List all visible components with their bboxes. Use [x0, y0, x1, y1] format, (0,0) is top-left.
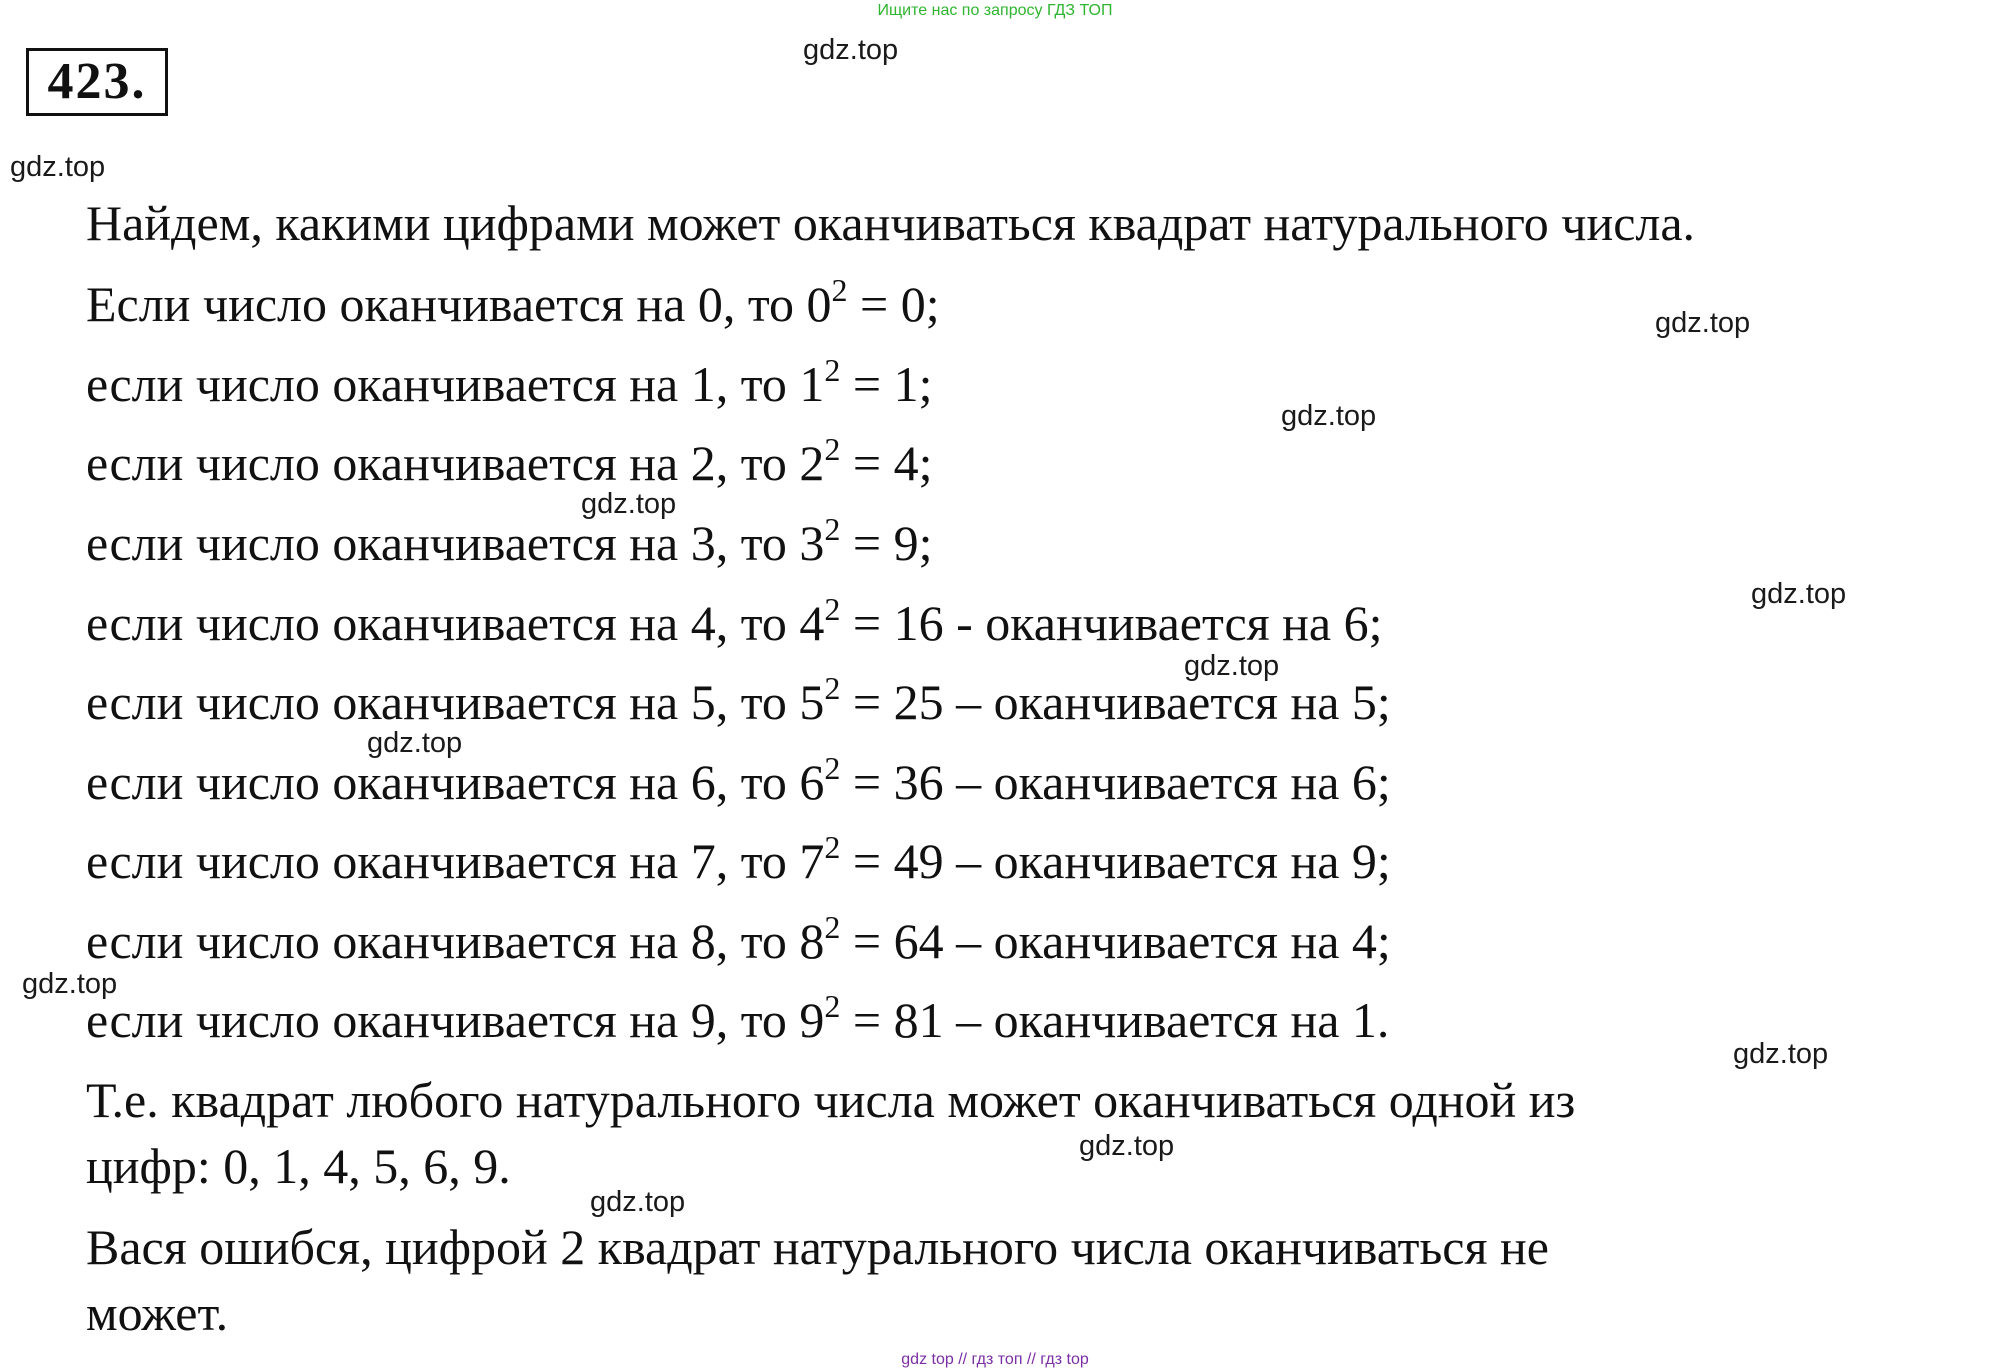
answer-text: Вася ошибся, цифрой 2 квадрат натурального числа оканчиваться не — [86, 1219, 1549, 1275]
watermark: gdz.top — [1079, 1130, 1175, 1162]
watermark: gdz.top — [1751, 578, 1847, 610]
case-line: если число оканчивается на 4, то $4^2 = 16$ - оканчивается на 6; — [86, 591, 1383, 651]
case-line: если число оканчивается на 9, то $9^2 = 81$ – оканчивается на 1. — [86, 988, 1390, 1048]
case-line: если число оканчивается на 1, то $1^2 = 1$; — [86, 352, 933, 412]
watermark: gdz.top — [10, 151, 106, 183]
footer-links: gdz top // гдз топ // гдз top — [901, 1351, 1089, 1368]
case-line: если число оканчивается на 3, то $3^2 = 9$; — [86, 511, 933, 571]
watermark: gdz.top — [581, 488, 677, 520]
case-line: если число оканчивается на 2, то $2^2 = 4$; — [86, 431, 933, 491]
watermark: gdz.top — [22, 968, 118, 1000]
conclusion-text: цифр: 0, 1, 4, 5, 6, 9. — [86, 1138, 511, 1194]
top-banner: Ищите нас по запросу ГДЗ ТОП — [877, 2, 1113, 19]
watermark: gdz.top — [367, 727, 463, 759]
case-line: если число оканчивается на 5, то $5^2 = 25$ – оканчивается на 5; — [86, 670, 1391, 730]
conclusion-text: Т.е. квадрат любого натурального числа может оканчиваться одной из — [86, 1072, 1576, 1128]
problem-number: 423. — [26, 48, 168, 116]
case-line: если число оканчивается на 7, то $7^2 = 49$ – оканчивается на 9; — [86, 829, 1391, 889]
case-line: если число оканчивается на 8, то $8^2 = 64$ – оканчивается на 4; — [86, 909, 1391, 969]
watermark: gdz.top — [1281, 400, 1377, 432]
watermark: gdz.top — [590, 1186, 686, 1218]
case-line: если число оканчивается на 6, то $6^2 = 36$ – оканчивается на 6; — [86, 750, 1391, 810]
answer-text: может. — [86, 1285, 229, 1341]
watermark: gdz.top — [1655, 307, 1751, 339]
watermark: gdz.top — [1184, 650, 1280, 682]
watermark: gdz.top — [1733, 1038, 1829, 1070]
watermark: gdz.top — [803, 34, 899, 66]
case-line: Если число оканчивается на 0, то $0^2 = 0$; — [86, 272, 940, 332]
intro-text: Найдем, какими цифрами может оканчиваться квадрат натурального числа. — [86, 195, 1696, 251]
